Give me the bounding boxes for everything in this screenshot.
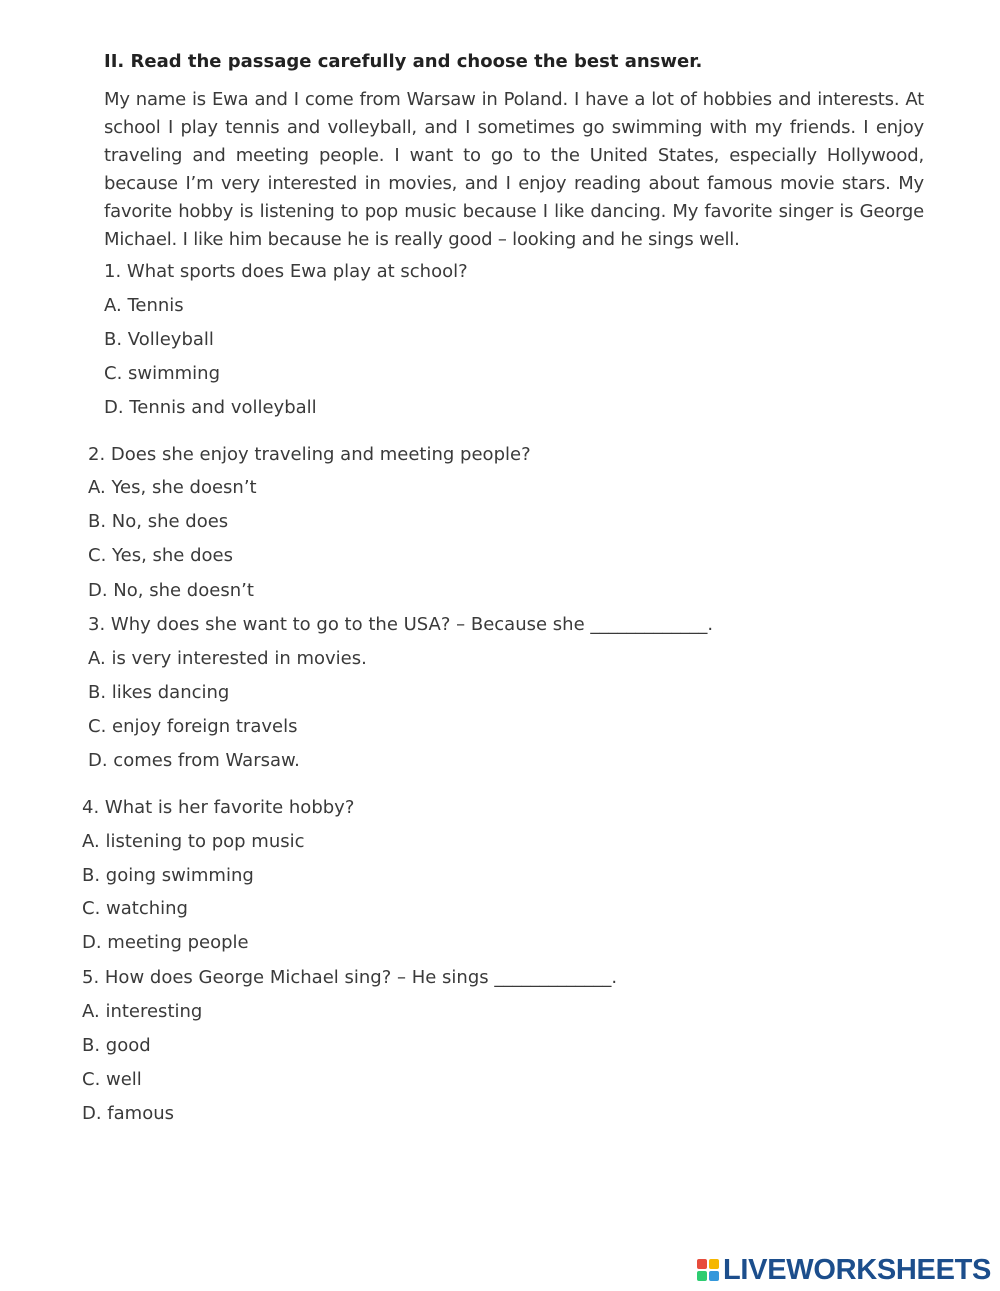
q3-option-c[interactable]: C. enjoy foreign travels	[88, 716, 298, 737]
section-heading: II. Read the passage carefully and choose the best answer.	[104, 51, 703, 72]
question-5: 5. How does George Michael sing? – He sings _____________.	[82, 967, 618, 988]
q2-option-b[interactable]: B. No, she does	[88, 511, 229, 532]
q3-option-a[interactable]: A. is very interested in movies.	[88, 648, 367, 669]
q1-option-a[interactable]: A. Tennis	[104, 295, 184, 316]
q4-option-c[interactable]: C. watching	[82, 898, 188, 919]
question-1: 1. What sports does Ewa play at school?	[104, 261, 468, 282]
q2-option-c[interactable]: C. Yes, she does	[88, 545, 233, 566]
q2-option-d[interactable]: D. No, she doesn’t	[88, 580, 254, 601]
q5-option-c[interactable]: C. well	[82, 1069, 142, 1090]
q5-option-b[interactable]: B. good	[82, 1035, 151, 1056]
logo-blocks-icon	[697, 1259, 719, 1281]
q4-option-d[interactable]: D. meeting people	[82, 932, 249, 953]
q3-option-b[interactable]: B. likes dancing	[88, 682, 230, 703]
logo-block-blue	[709, 1271, 719, 1281]
logo-block-red	[697, 1259, 707, 1269]
q1-option-b[interactable]: B. Volleyball	[104, 329, 214, 350]
logo-block-green	[697, 1271, 707, 1281]
q5-option-d[interactable]: D. famous	[82, 1103, 175, 1124]
q2-option-a[interactable]: A. Yes, she doesn’t	[88, 477, 257, 498]
question-2: 2. Does she enjoy traveling and meeting people?	[88, 444, 531, 465]
reading-passage: My name is Ewa and I come from Warsaw in Poland. I have a lot of hobbies and interests. At school I play tennis and volleyball, and I sometimes go swimming with my friends. I enjoy traveling and meeting people. I want to go to the United States, especially Hollywood, because I’m very interested in movies, and I enjoy reading about famous movie stars. My favorite hobby is listening to pop music because I like dancing. My favorite singer is George Michael. I like him because he is really good – looking and he sings well.	[104, 89, 924, 250]
q5-option-a[interactable]: A. interesting	[82, 1001, 203, 1022]
q4-option-b[interactable]: B. going swimming	[82, 865, 254, 886]
logo-block-yellow	[709, 1259, 719, 1269]
question-3: 3. Why does she want to go to the USA? – Because she _____________.	[88, 614, 714, 635]
q1-option-c[interactable]: C. swimming	[104, 363, 221, 384]
logo-text: LIVEWORKSHEETS	[723, 1253, 992, 1286]
q4-option-a[interactable]: A. listening to pop music	[82, 831, 305, 852]
q1-option-d[interactable]: D. Tennis and volleyball	[104, 397, 317, 418]
question-4: 4. What is her favorite hobby?	[82, 797, 355, 818]
q3-option-d[interactable]: D. comes from Warsaw.	[88, 750, 300, 771]
liveworksheets-logo	[697, 1253, 991, 1287]
